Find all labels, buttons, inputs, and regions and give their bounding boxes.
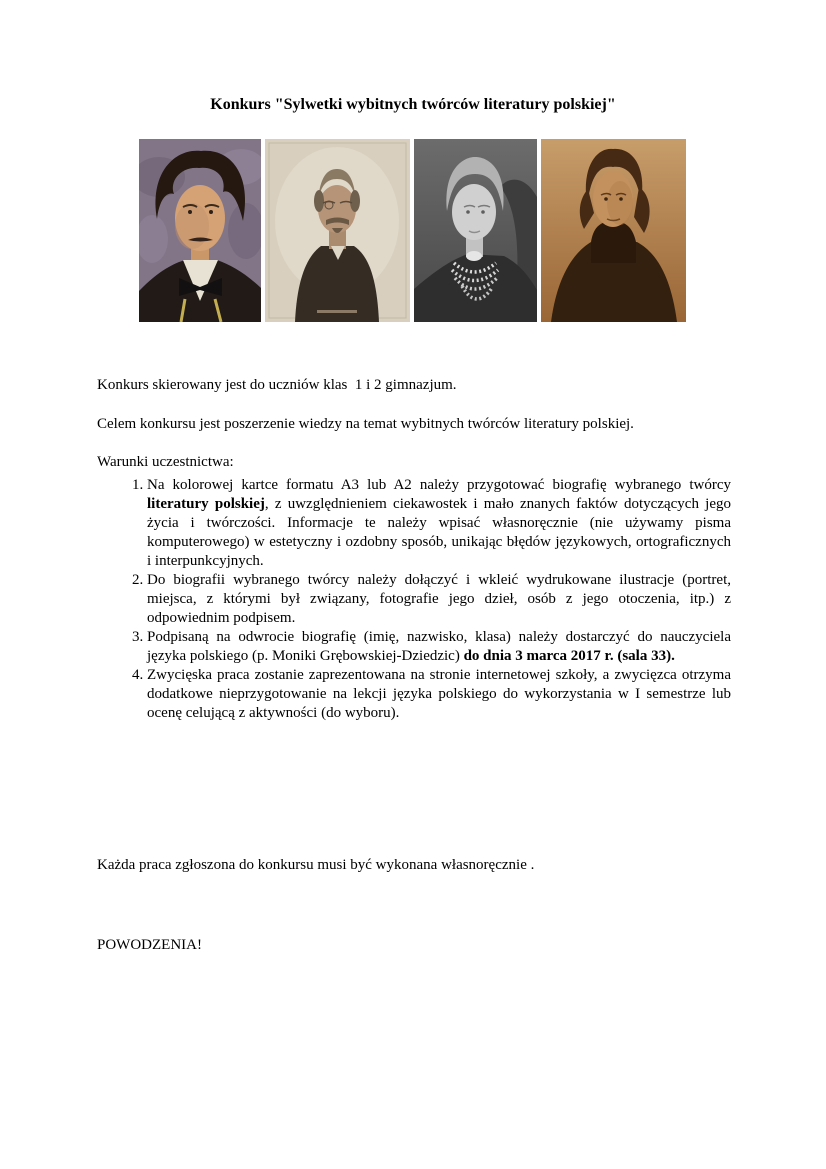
portrait-image-4	[541, 139, 686, 322]
list-item-2	[147, 571, 731, 628]
list-item-text: Zwycięska praca zostanie zaprezentowana na stronie internetowej szkoły, a zwycięzca otrzyma dodatkowe nieprzygotowanie na lekcji języka polskiego do wykorzystania w I semestrze lub ocenę celującą z aktywności (do wyboru).	[147, 667, 731, 721]
list-item-text: Podpisaną na odwrocie biografię (imię, nazwisko, klasa) należy dostarczyć do nauczyciela języka polskiego (p. Moniki Grębowskiej-Dziedzic)	[147, 629, 731, 664]
portraits-row	[139, 139, 686, 322]
list-item-3	[147, 628, 731, 666]
requirements-list	[97, 476, 731, 723]
list-item-text: Do biografii wybranego twórcy należy dołączyć i wkleić wydrukowane ilustracje (portret, miejsca, z którymi był związany, fotografie jego dzieł, osób z jego otoczenia, itp.) z odpowiednim podpisem.	[147, 572, 731, 626]
list-item-bold-text: do dnia 3 marca 2017 r. (sala 33).	[463, 648, 675, 664]
portrait-image-2	[265, 139, 410, 322]
list-item-text: Na kolorowej kartce formatu A3 lub A2 należy przygotować biografię wybranego twórcy	[147, 477, 731, 493]
heading-conditions: Warunki uczestnictwa:	[97, 454, 234, 470]
list-item-1	[147, 476, 731, 571]
portrait-image-3	[414, 139, 537, 322]
paragraph-goal: Celem konkursu jest poszerzenie wiedzy na temat wybitnych twórców literatury polskiej.	[97, 416, 634, 432]
portrait-image-1	[139, 139, 261, 322]
page-title: Konkurs "Sylwetki wybitnych twórców literatury polskiej"	[210, 96, 616, 113]
paragraph-audience: Konkurs skierowany jest do uczniów klas 1 i 2 gimnazjum.	[97, 377, 457, 393]
paragraph-good-luck: POWODZENIA!	[97, 937, 202, 953]
list-item-text: , z uwzględnieniem ciekawostek i mało znanych faktów dotyczących jego życia i twórczości. Informacje te należy wpisać własnoręcznie (nie używamy pisma komputerowego) w estetyczny i ozdobny sposób, unikając błędów językowych, ortograficznych i interpunkcyjnych.	[147, 496, 732, 569]
list-item-4	[147, 666, 731, 723]
paragraph-handmade-note: Każda praca zgłoszona do konkursu musi być wykonana własnoręcznie .	[97, 857, 535, 873]
list-item-bold-text: literatury polskiej	[147, 496, 265, 512]
